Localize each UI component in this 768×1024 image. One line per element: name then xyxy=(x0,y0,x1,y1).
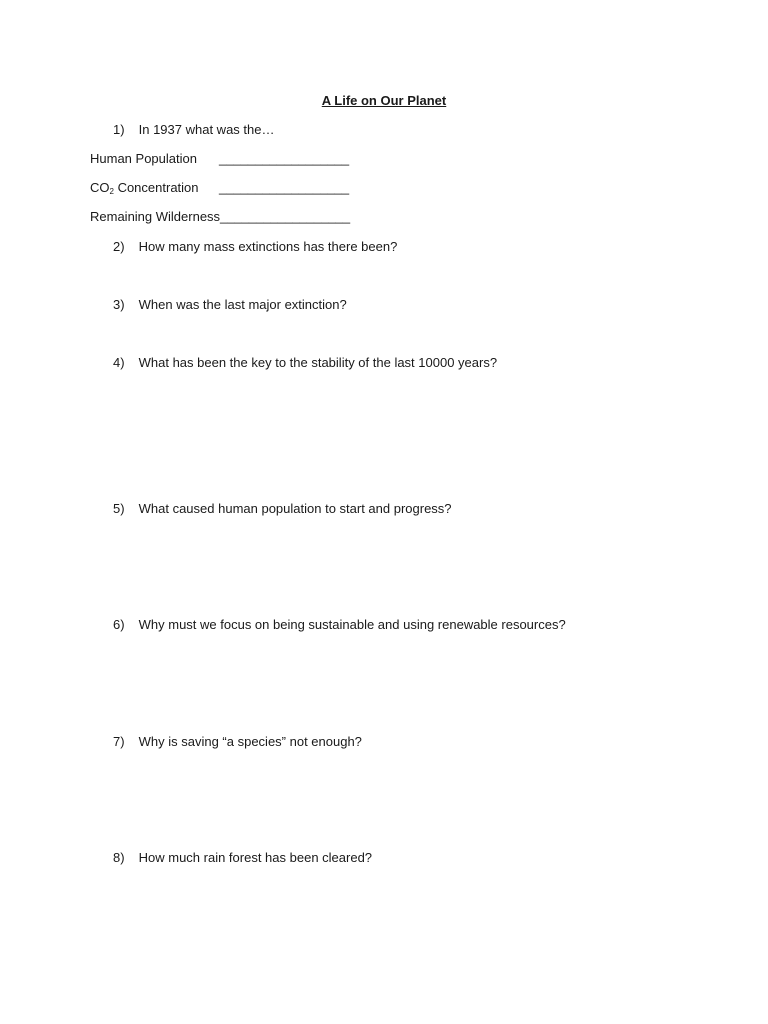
question-text: What caused human population to start and progress? xyxy=(138,501,452,516)
question-number: 1) xyxy=(113,122,125,137)
question-number: 7) xyxy=(113,734,125,749)
answer-blank: __________________ xyxy=(219,151,350,166)
question-6 xyxy=(113,617,566,632)
question-4 xyxy=(113,355,497,370)
question-number: 3) xyxy=(113,297,125,312)
human-population-row xyxy=(90,151,350,166)
question-1 xyxy=(113,122,274,137)
question-3 xyxy=(113,297,347,312)
remaining-wilderness-row xyxy=(90,209,351,224)
answer-blank: __________________ xyxy=(219,180,350,195)
answer-blank: __________________ xyxy=(220,209,351,224)
question-2 xyxy=(113,239,397,254)
question-5 xyxy=(113,501,452,516)
question-number: 4) xyxy=(113,355,125,370)
question-text: When was the last major extinction? xyxy=(138,297,347,312)
question-number: 6) xyxy=(113,617,125,632)
question-8 xyxy=(113,850,372,865)
question-number: 8) xyxy=(113,850,125,865)
question-text: How much rain forest has been cleared? xyxy=(138,850,373,865)
question-text: How many mass extinctions has there been? xyxy=(138,239,398,254)
co2-concentration-label: $CO_2$ Concentration xyxy=(90,180,199,196)
remaining-wilderness-label: Remaining Wilderness xyxy=(90,209,221,224)
human-population-label: Human Population xyxy=(90,151,197,166)
question-7 xyxy=(113,734,362,749)
question-number: 5) xyxy=(113,501,125,516)
question-text: Why must we focus on being sustainable and using renewable resources? xyxy=(138,617,566,632)
question-number: 2) xyxy=(113,239,125,254)
question-text: In 1937 what was the… xyxy=(138,122,275,137)
question-text: What has been the key to the stability of the last 10000 years? xyxy=(138,355,498,370)
worksheet-title: A Life on Our Planet xyxy=(321,93,447,108)
question-text: Why is saving “a species” not enough? xyxy=(138,734,362,749)
co2-concentration-row xyxy=(90,180,350,196)
